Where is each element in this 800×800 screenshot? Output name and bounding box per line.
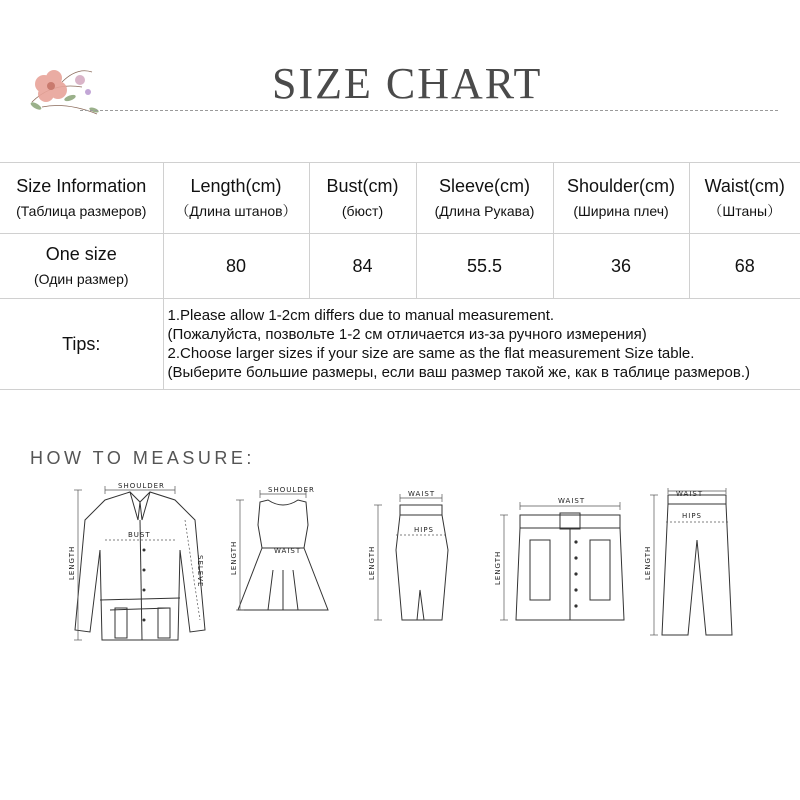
shorts-icon [490,480,640,650]
how-to-measure-heading: HOW TO MEASURE: [30,448,255,468]
header [0,0,800,140]
length-label: LENGTH [68,545,76,580]
waist-label: WAIST [408,490,436,498]
header-cell-bust: Bust(cm) (бюст) [309,163,416,234]
pants-measure-illustration [644,480,754,650]
length-value: 80 [163,234,309,299]
header-cell-waist: Waist(cm) （Штаны） [689,163,800,234]
pants-icon [644,480,754,650]
table-header-row [0,163,800,234]
length-label: LENGTH [494,550,502,585]
jacket-measure-illustration [60,480,220,650]
header-cell-sleeve: Sleeve(cm) (Длина Рукава) [416,163,553,234]
tips-text [163,299,800,390]
size-label-cell: One size (Один размер) [0,234,163,299]
tips-row [0,299,800,390]
header-cell-shoulder: Shoulder(cm) (Ширина плеч) [553,163,689,234]
tips-label: Tips: [0,299,163,390]
shorts-measure-illustration [490,480,640,650]
bust-value: 84 [309,234,416,299]
header-cell-size-info: Size Information (Таблица размеров) [0,163,163,234]
tip-line: 2.Choose larger sizes if your size are same as the flat measurement Size table. [167,345,695,362]
length-label: LENGTH [644,545,652,580]
skirt-icon [362,480,472,650]
tip-line: 1.Please allow 1-2cm differs due to manual measurement. [167,307,555,324]
waist-label: WAIST [558,497,586,505]
tip-line: (Выберите большие размеры, если ваш размер такой же, как в таблице размеров.) [167,364,750,381]
sleeve-value: 55.5 [416,234,553,299]
dress-icon [228,480,338,650]
page-title: SIZE CHART [272,59,543,108]
sleeve-label: SELEVE [196,555,204,588]
length-label: LENGTH [230,540,238,575]
tip-line: (Пожалуйста, позвольте 1-2 см отличается из-за ручного измерения) [167,326,647,343]
title-divider [80,110,778,111]
bust-label: BUST [128,531,151,539]
shoulder-value: 36 [553,234,689,299]
hips-label: HIPS [682,512,702,520]
header-cell-length: Length(cm) （Длина штанов） [163,163,309,234]
size-table [0,162,800,390]
skirt-measure-illustration [362,480,472,650]
length-label: LENGTH [368,545,376,580]
jacket-icon [60,480,220,650]
waist-label: WAIST [274,547,302,555]
waist-label: WAIST [676,490,704,498]
waist-value: 68 [689,234,800,299]
table-row [0,234,800,299]
shoulder-label: SHOULDER [118,482,165,490]
dress-measure-illustration [228,480,338,650]
hips-label: HIPS [414,526,434,534]
flower-decoration-icon [22,62,112,122]
shoulder-label: SHOULDER [268,486,315,494]
